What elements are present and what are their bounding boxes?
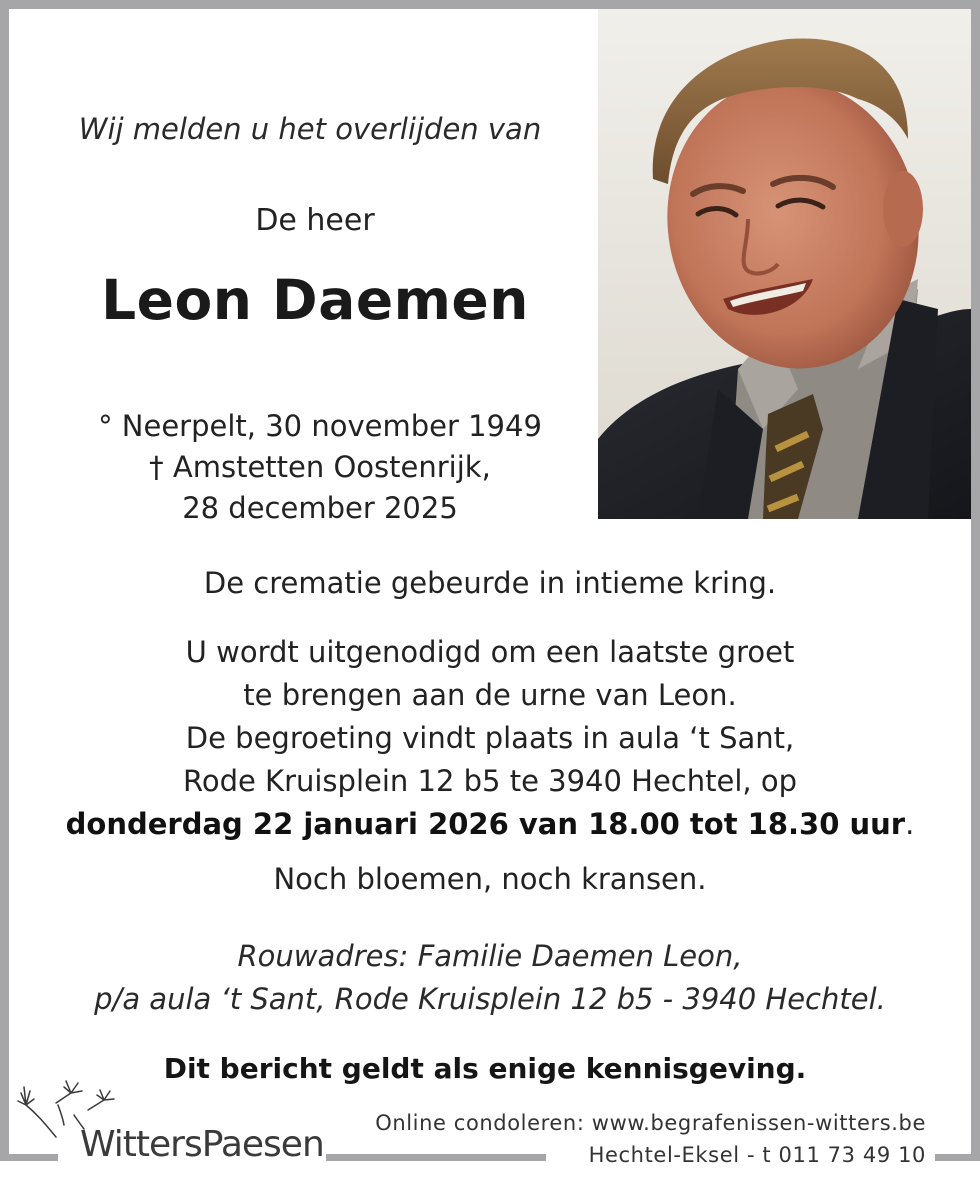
- witters-paesen-logo: WittersPaesen: [80, 1124, 324, 1165]
- death-place-line: † Amstetten Oostenrijk,: [149, 450, 491, 484]
- cremation-text: De crematie gebeurde in intieme kring.: [203, 566, 777, 600]
- portrait-illustration: [598, 9, 971, 519]
- invitation-line: te brengen aan de urne van Leon.: [243, 678, 737, 712]
- salutation: De heer: [255, 203, 375, 238]
- notice-text: Dit bericht geldt als enige kennisgeving.: [163, 1052, 807, 1085]
- death-date-line: 28 december 2025: [182, 491, 458, 525]
- frame-bottom-border: [326, 1154, 546, 1161]
- invitation-period: .: [905, 807, 915, 841]
- invitation-date-line: [0, 803, 980, 846]
- invitation-line: U wordt uitgenodigd om een laatste groet: [185, 635, 795, 669]
- invitation-line: Rode Kruisplein 12 b5 te 3940 Hechtel, op: [183, 764, 797, 798]
- birth-line: ° Neerpelt, 30 november 1949: [98, 409, 542, 443]
- life-dates: [30, 406, 610, 529]
- mourning-address: [0, 935, 980, 1021]
- no-flowers-text: Noch bloemen, noch kransen.: [273, 862, 707, 896]
- deceased-name: Leon Daemen: [101, 268, 529, 332]
- frame-top-border: [0, 0, 980, 9]
- intro-text: Wij melden u het overlijden van: [78, 112, 542, 146]
- invitation-paragraph: [0, 631, 980, 846]
- invitation-line: De begroeting vindt plaats in aula ‘t Sant,: [185, 721, 795, 755]
- address-line: p/a aula ‘t Sant, Rode Kruisplein 12 b5 - 3940 Hechtel.: [94, 982, 886, 1016]
- frame-bottom-border: [935, 1154, 980, 1161]
- invitation-date: donderdag 22 januari 2026 van 18.00 tot 18.30 uur: [65, 807, 906, 841]
- portrait-photo: [598, 9, 971, 519]
- address-line: Rouwadres: Familie Daemen Leon,: [237, 939, 743, 973]
- contact-phone-text: Hechtel-Eksel - t 011 73 49 10: [588, 1143, 926, 1167]
- online-condolences-text: Online condoleren: www.begrafenissen-witters.be: [375, 1111, 926, 1135]
